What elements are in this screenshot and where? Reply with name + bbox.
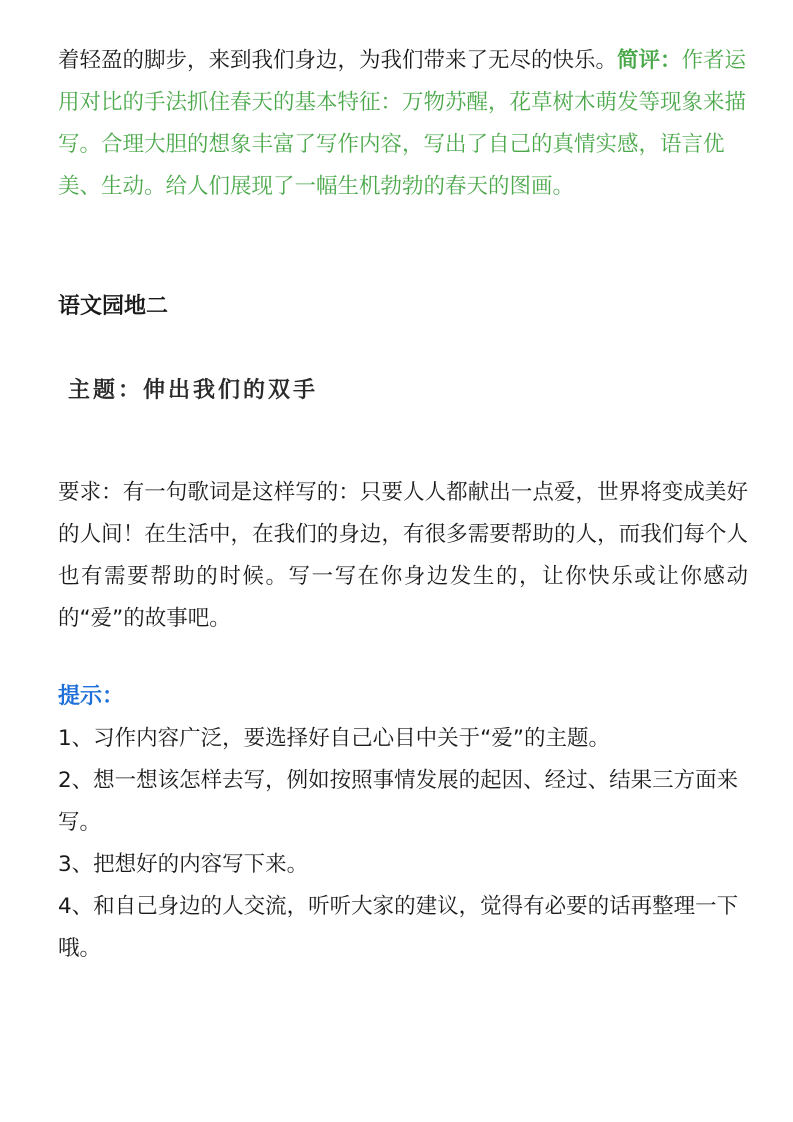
theme-title: 主题：伸出我们的双手	[68, 378, 319, 403]
tip-item-2: 2、想一想该怎样去写，例如按照事情发展的起因、经过、结果三方面来写。	[58, 768, 739, 835]
review-text: 作者运用对比的手法抓住春天的基本特征：万物苏醒，花草树木萌发等现象来描写。合理大胆的想象丰富了写作内容，写出了自己的真情实感，语言优美、生动。给人们展现了一幅生机勃勃的春天的图画。	[58, 48, 747, 199]
tip-item-4: 4、和自己身边的人交流，听听大家的建议，觉得有必要的话再整理一下哦。	[58, 894, 739, 961]
tip-item-1: 1、习作内容广泛，要选择好自己心目中关于“爱”的主题。	[58, 726, 610, 751]
section-title: 语文园地二	[58, 294, 169, 319]
essay-tail-paragraph	[58, 40, 748, 208]
tips-list	[58, 718, 748, 970]
requirement-paragraph: 要求：有一句歌词是这样写的：只要人人都献出一点爱，世界将变成美好的人间！在生活中，在我们的身边，有很多需要帮助的人，而我们每个人也有需要帮助的时候。写一写在你身边发生的，让你快乐或让你感动的“爱”的故事吧。	[58, 480, 748, 631]
tips-label: 提示：	[58, 684, 125, 709]
tip-item-3: 3、把想好的内容写下来。	[58, 852, 309, 877]
essay-tail-text: 着轻盈的脚步，来到我们身边，为我们带来了无尽的快乐。	[58, 48, 618, 73]
review-label: 简评：	[617, 48, 682, 73]
